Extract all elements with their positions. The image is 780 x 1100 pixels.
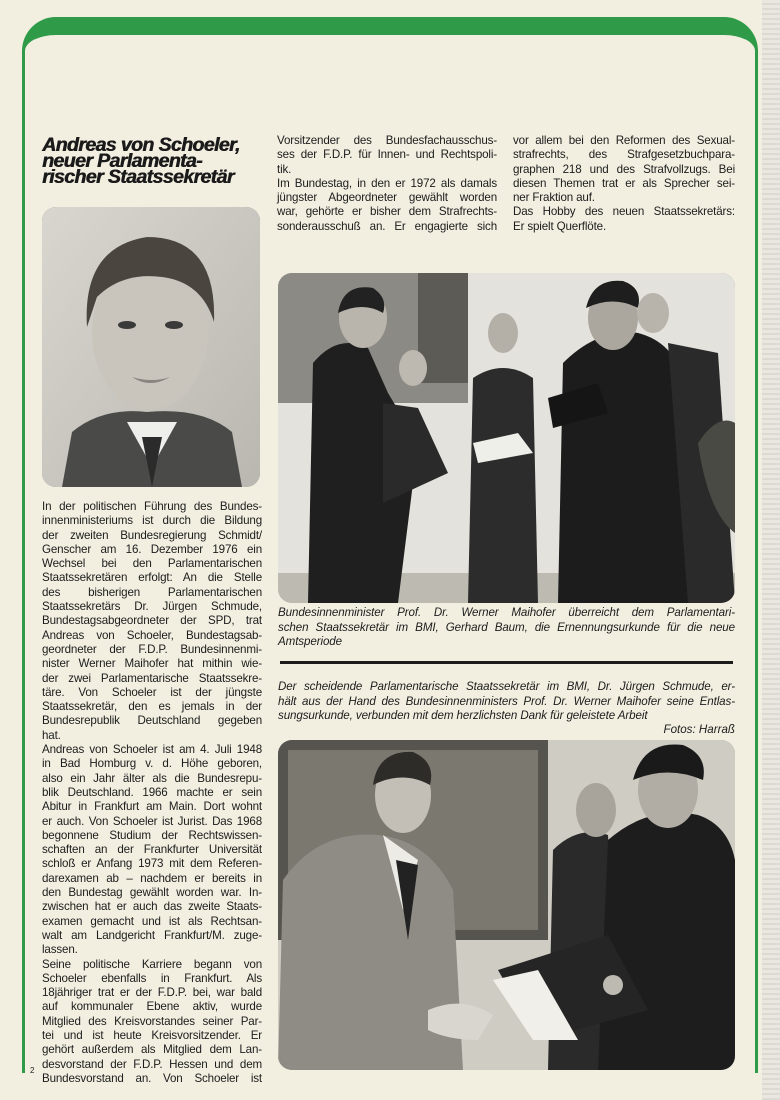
text-line: also ein Jahr älter als die Bundesrepu- [42,771,262,785]
text-line: des bisherigen Parlamentarischen [42,585,262,599]
green-frame-top [22,17,758,77]
text-line: den Bundestag gewählt worden war. In- [42,886,262,900]
text-line: Wechsel bei den Parlamentarischen [42,557,262,571]
text-line: Abitur in Frankfurt am Main. Dort wohnt [42,800,262,814]
text-line: diesen Themen trat er als Sprecher sei- [513,176,735,190]
text-line: 18jähriger trat er der F.D.P. bei, war bald [42,986,262,1000]
text-line: hat. [42,728,61,742]
photo-caption-farewell [278,680,735,724]
text-line: Andreas von Schoeler, Bundestagsab- [42,628,262,642]
text-line: in Bad Homburg v. d. Höhe geboren, [42,757,262,771]
text-line: Schoeler ebenfalls in Frankfurt. Als [42,971,262,985]
text-line: Bundesrepublik Deutschland gegeben [42,714,262,728]
text-line: tik. [277,162,292,176]
text-line: zwischen hat er auch das zweite Staats- [42,900,262,914]
green-frame-left [22,70,25,1073]
text-line: schaften an der Frankfurter Universität [42,843,262,857]
caption-line: schen Staatssekretär im BMI, Gerhard Baum, die Ernennungsurkunde für die neue [278,620,735,634]
article-column-right [513,134,735,234]
text-line: Er spielt Querflöte. [513,219,607,233]
text-line: Staatssekretären erfolgt: An die Stelle [42,571,262,585]
text-line: Das Hobby des neuen Staatssekretärs: [513,205,735,219]
divider-rule [280,661,733,664]
text-line: gehört außerdem als Mitglied dem Lan- [42,1043,262,1057]
text-line: graphen 218 und des Strafvollzugs. Bei [513,162,735,176]
text-line: desvorstand der F.D.P. Hessen und dem [42,1057,262,1071]
text-line: strafrechts, des Strafgesetzbuchpara- [513,148,735,162]
text-line: In der politischen Führung des Bundes- [42,500,262,513]
text-line: Andreas von Schoeler ist am 4. Juli 1948 [42,743,262,757]
title-line: Andreas von Schoeler, [42,134,240,156]
caption-line: sungsurkunde, verbunden mit dem herzlichsten Dank für geleistete Arbeit [278,709,648,722]
caption-line: Amtsperiode [278,635,342,648]
text-line: nister Werner Maihofer hat mithin wie- [42,657,262,671]
text-line: schloß er Anfang 1973 mit dem Referen- [42,857,262,871]
text-line: examen gemacht und ist als Rechtsan- [42,914,262,928]
caption-line: hält aus der Hand des Bundesinnenministers Prof. Dr. Werner Maihofer seine Entlas- [278,694,735,708]
caption-line: Bundesinnenminister Prof. Dr. Werner Maihofer überreicht dem Parlamentari- [278,606,735,619]
photo-caption-appointment [278,606,735,650]
text-line: er auch. Von Schoeler ist Jurist. Das 1968 [42,814,262,828]
text-line: darexamen ab – nachdem er bereits in [42,871,262,885]
text-line: innenministeriums ist durch die Bildung [42,514,262,528]
text-line: Staatssekretär, den es jemals in der [42,700,262,714]
text-line: ses der F.D.P. für Innen- und Rechtspoli- [277,148,497,162]
text-line: Im Bundestag, in den er 1972 als damals [277,176,497,190]
title-line: neuer Parlamenta- [42,150,202,172]
title-line: rischer Staatssekretär [42,166,234,188]
text-line: auf kommunaler Ebene aktiv, wurde [42,1000,262,1014]
text-line: Bundestagsabgeordneter der SPD, trat [42,614,262,628]
text-line: der zweiten Bundesregierung Schmidt/ [42,528,262,542]
caption-line: Der scheidende Parlamentarische Staatssekretär im BMI, Dr. Jürgen Schmude, er- [278,680,735,693]
text-line: Staatssekretärs Dr. Jürgen Schmude, [42,600,262,614]
photo-farewell-handshake [278,740,735,1070]
page-number: 2 [30,1066,35,1075]
text-line: Mitglied des Kreisvorstandes seiner Par- [42,1014,262,1028]
text-line: sonderausschuß an. Er engagierte sich [277,219,497,233]
text-line: blik Deutschland. 1966 machte er sein [42,785,262,799]
text-line: begonnene Studium der Rechtswissen- [42,828,262,842]
photo-credit: Fotos: Harraß [663,723,735,736]
text-line: lassen. [42,943,78,957]
article-column-middle [277,134,497,234]
green-frame-right [755,70,758,1073]
text-line: der zwei Parlamentarische Staatssekre- [42,671,262,685]
text-line: Seine politische Karriere begann von [42,957,262,971]
text-line: ner Fraktion auf. [513,191,595,205]
page-edge [762,0,780,1100]
article-column-left [42,500,262,1086]
text-line: war, gehörte er bisher dem Strafrechts- [277,205,497,219]
text-line: Bundesvorstand an. Von Schoeler ist [42,1071,262,1085]
text-line: Vorsitzender des Bundesfachausschus- [277,134,497,147]
text-line: täre. Von Schoeler ist der jüngste [42,685,262,699]
text-line: jüngster Abgeordneter gewählt worden [277,191,497,205]
text-line: geordneter der F.D.P. Bundesinnenmi- [42,642,262,656]
photo-appointment-ceremony [278,273,735,603]
article-title [42,134,272,188]
text-line: walt am Landgericht Frankfurt/M. zuge- [42,928,262,942]
text-line: Genscher am 16. Dezember 1976 ein [42,542,262,556]
text-line: tei und ist heute Kreisvorsitzender. Er [42,1028,262,1042]
portrait-photo [42,207,260,487]
text-line: vor allem bei den Reformen des Sexual- [513,134,735,147]
